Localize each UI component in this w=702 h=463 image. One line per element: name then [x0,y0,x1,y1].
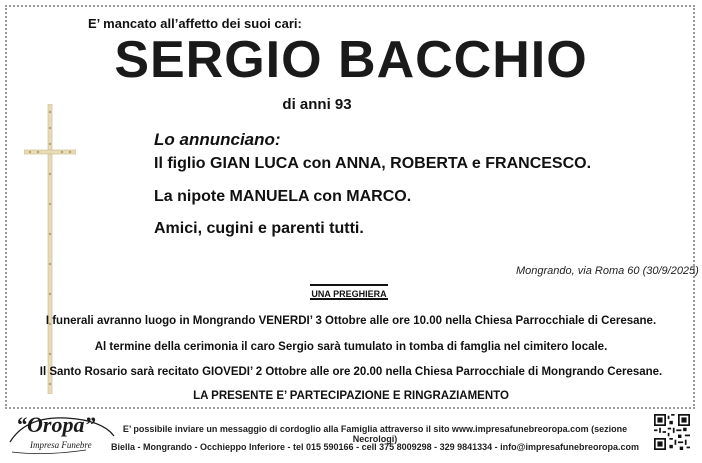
place-date: Mongrando, via Roma 60 (30/9/2025) [516,265,699,277]
logo-subtitle: Impresa Funebre [30,440,92,450]
burial-info: Al termine della cerimonia il caro Sergio sarà tumulato in tomba di famglia nel cimitero locale. [94,341,608,353]
prayer-label: UNA PREGHIERA [310,284,388,300]
family-line: Amici, cugini e parenti tutti. [154,220,364,237]
footer-message: E’ possibile inviare un messaggio di cordoglio alla Famiglia attraverso il sito www.impresafunebreoropa.com (sezione Necrologi) [122,424,628,444]
family-line: La nipote MANUELA con MARCO. [154,188,412,205]
footer-contacts: Biella - Mongrando - Occhieppo Inferiore - tel 015 590166 - cell 375 8009298 - 329 9841334 - info@impresafunebreoropa.com [111,442,639,452]
rosary-info: Il Santo Rosario sarà recitato GIOVEDI’ 2 Ottobre alle ore 20.00 nella Chiesa Parrocchiale di Mongrando Ceresane. [39,366,663,378]
intro-text: E’ mancato all’affetto dei suoi cari: [88,16,302,31]
qr-code-icon[interactable] [654,414,690,450]
deceased-name: SERGIO BACCHIO [114,31,588,89]
closing-text: LA PRESENTE E’ PARTECIPAZIONE E RINGRAZIAMENTO [193,390,509,402]
family-line: Il figlio GIAN LUCA con ANNA, ROBERTA e FRANCESCO. [154,155,592,172]
logo-name: “Oropa” [16,412,96,437]
funeral-info: I funerali avranno luogo in Mongrando VENERDI’ 3 Ottobre alle ore 10.00 nella Chiesa Parrocchiale di Ceresane. [45,315,657,327]
age-text: di anni 93 [282,96,352,113]
announce-title: Lo annunciano: [154,130,281,149]
